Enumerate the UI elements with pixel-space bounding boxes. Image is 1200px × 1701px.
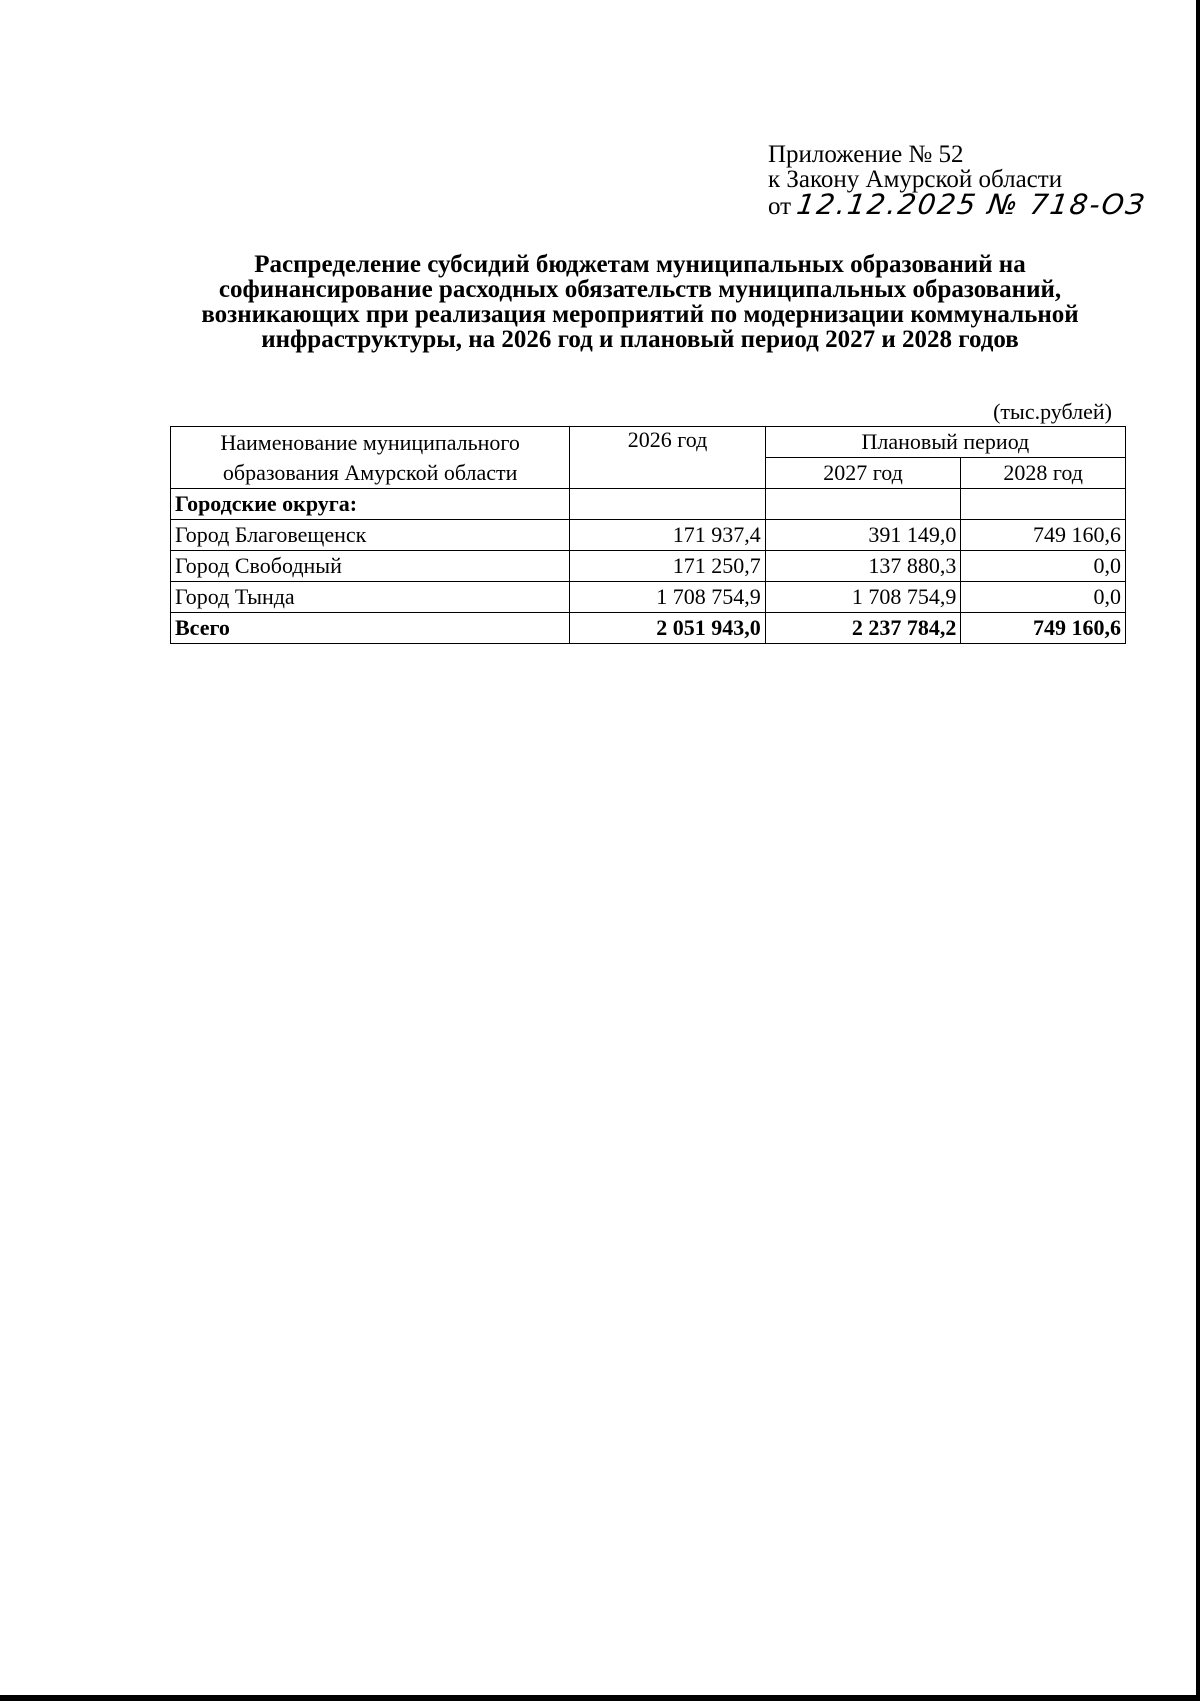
row-name: Город Свободный (171, 551, 570, 582)
table-row (171, 551, 1126, 582)
units-label: (тыс.рублей) (993, 399, 1112, 424)
row-2028: 0,0 (961, 551, 1126, 582)
row-name: Город Благовещенск (171, 520, 570, 551)
header-2026: 2026 год (570, 427, 766, 489)
header-name: Наименование муниципального образования Амурской области (171, 427, 570, 489)
handwritten-date-number: 12.12.2025 № 718-ОЗ (794, 188, 1149, 221)
total-2026: 2 051 943,0 (570, 613, 766, 644)
subsidy-table (170, 426, 1126, 644)
appendix-block (768, 142, 1188, 219)
header-2028: 2028 год (961, 458, 1126, 489)
row-2026: 1 708 754,9 (570, 582, 766, 613)
appendix-number: Приложение № 52 (768, 141, 964, 168)
table-header-row (171, 427, 1126, 458)
row-2028: 0,0 (961, 582, 1126, 613)
table-group-row (171, 489, 1126, 520)
appendix-date-prefix: от (768, 193, 792, 220)
group-empty-2027 (765, 489, 961, 520)
group-empty-2028 (961, 489, 1126, 520)
scan-edge-right (1196, 0, 1200, 1701)
appendix-law: к Закону Амурской области (768, 166, 1063, 193)
document-title: Распределение субсидий бюджетам муниципальных образований на софинансирование расходных обязательств муниципальных образований, возникающих при реализация мероприятий по модернизации коммунальной инфраструктуры, на 2026 год и плановый период 2027 и 2028 годов (201, 251, 1079, 353)
total-2028: 749 160,6 (961, 613, 1126, 644)
table-row (171, 582, 1126, 613)
total-2027: 2 237 784,2 (765, 613, 961, 644)
total-name: Всего (171, 613, 570, 644)
row-2028: 749 160,6 (961, 520, 1126, 551)
table-row (171, 520, 1126, 551)
table-total-row (171, 613, 1126, 644)
header-planned: Плановый период (765, 427, 1125, 458)
row-2026: 171 250,7 (570, 551, 766, 582)
row-2027: 137 880,3 (765, 551, 961, 582)
group-empty-2026 (570, 489, 766, 520)
row-2026: 171 937,4 (570, 520, 766, 551)
group-label: Городские округа: (171, 489, 570, 520)
appendix-date-line (768, 188, 1188, 221)
row-2027: 1 708 754,9 (765, 582, 961, 613)
header-2027: 2027 год (765, 458, 961, 489)
row-name: Город Тында (171, 582, 570, 613)
row-2027: 391 149,0 (765, 520, 961, 551)
scan-edge-bottom (0, 1695, 1200, 1701)
